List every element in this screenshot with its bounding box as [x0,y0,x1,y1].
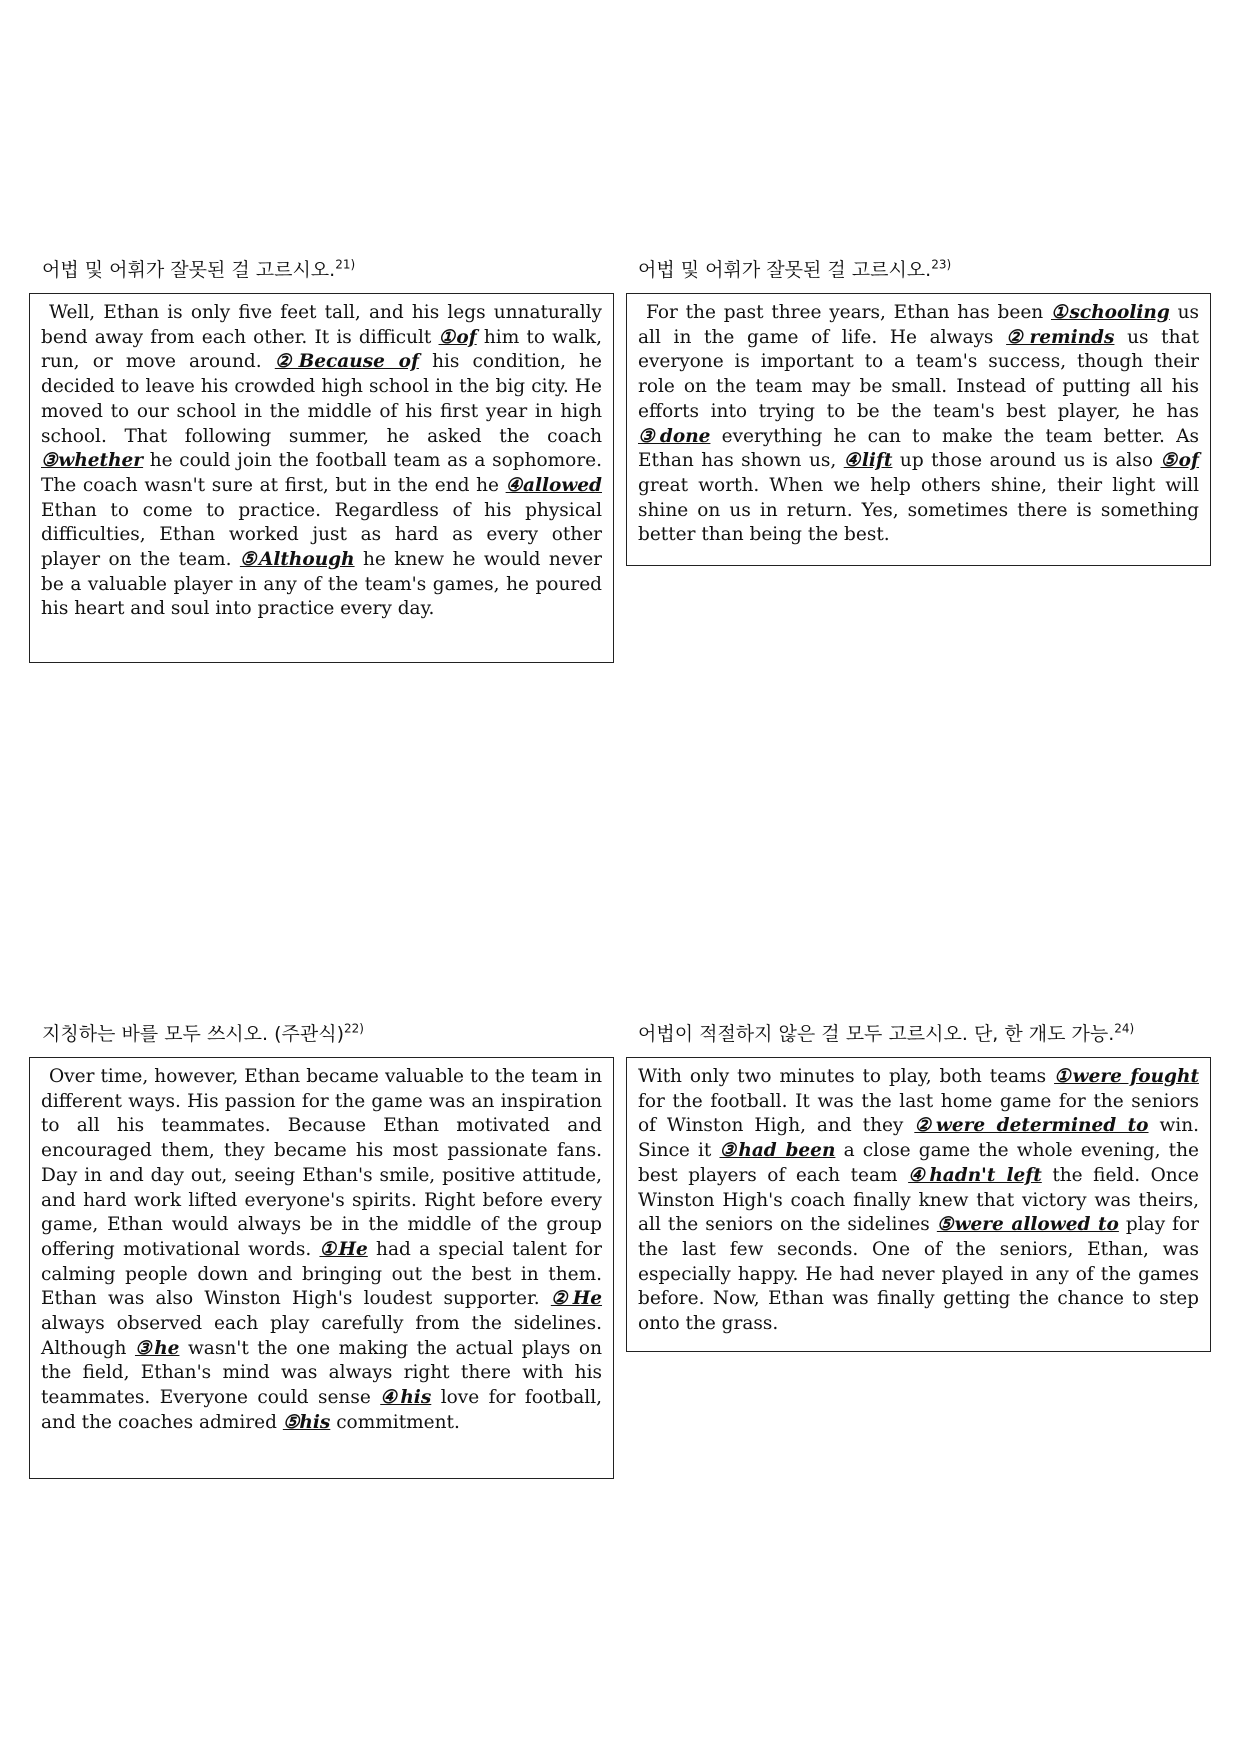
underlined-option-1: ①of [438,326,477,348]
underlined-option-1: ①were fought [1054,1066,1199,1087]
footnote-number: 21) [335,257,356,272]
footnote-number: 23) [931,257,952,272]
underlined-option-5: ⑤were allowed to [936,1214,1119,1236]
question-22-title: 지칭하는 바를 모두 쓰시오. (주관식)$^{22)}$ [42,1021,364,1045]
question-21-title: 어법 및 어휘가 잘못된 걸 고르시오.$^{21)}$ [42,257,356,281]
underlined-option-3: ③whether [41,450,144,472]
underlined-option-5: ⑤Although [239,549,355,571]
underlined-option-2: ②were determined to [914,1115,1149,1137]
footnote-number: 24) [1114,1021,1135,1036]
underlined-option-3: ③done [638,425,711,447]
passage-text: Well, Ethan is only five feet tall, and his legs unnaturally bend away from each other. It is difficult ①of him to walk, run, or move around. ②Because of his condition, he decided to leave his crowded high school in the big city. He moved to our school in the middle of his first year in high school. That following summer, he asked the coach ③whether he could join the football team as a sophomore. The coach wasn't sure at first, but in the end he ④allowed Ethan to come to practice. Regardless of his physical difficulties, Ethan worked just as hard as every other player on the team. ⑤Although he knew he would never be a valuable player in any of the team's games, he poured his heart and soul into practice every day. [41,302,603,620]
underlined-option-5: ⑤of [1160,450,1199,472]
footnote-number: 22) [343,1021,364,1036]
underlined-option-4: ④allowed [505,474,602,496]
underlined-option-3: ③he [134,1337,180,1359]
underlined-option-4: ④his [380,1387,432,1409]
passage-text: Over time, however, Ethan became valuable to the team in different ways. His passion for the game was an inspiration to all his teammates. Because Ethan motivated and encouraged them, they became his most passionate fans. Day in and day out, seeing Ethan's smile, positive attitude, and hard work lifted everyone's spirits. Right before every game, Ethan would always be in the middle of the group offering motivational words. ①He had a special talent for calming people down and bringing out the best in them. Ethan was also Winston High's loudest supporter. ②He always observed each play carefully from the sidelines. Although ③he wasn't the one making the actual plays on the field, Ethan's mind was always right there with his teammates. Everyone could sense ④his love for football, and the coaches admired ⑤his commitment. [41,1066,603,1433]
question-24-title: 어법이 적절하지 않은 걸 모두 고르시오. 단, 한 개도 가능.$^{24)}$ [638,1021,1135,1045]
underlined-option-4: ④lift [843,450,893,472]
underlined-option-2: ②He [550,1288,602,1310]
underlined-option-3: ③had been [719,1140,836,1162]
question-23-title: 어법 및 어휘가 잘못된 걸 고르시오.$^{23)}$ [638,257,952,281]
underlined-option-4: ④hadn't left [908,1164,1042,1186]
question-23-passage [626,293,1211,566]
underlined-option-2: ②Because of [274,351,419,373]
question-21-passage [29,293,614,663]
underlined-option-1: ①He [319,1238,368,1260]
underlined-option-1: ①schooling [1051,302,1170,323]
passage-text: For the past three years, Ethan has been ①schooling us all in the game of life. He always ②reminds us that everyone is important to a team's success, though their role on the team may be small. Instead of putting all his efforts into trying to be the team's best player, he has ③done everything he can to make the team better. As Ethan has shown us, ④lift up those around us is also ⑤of great worth. When we help others shine, their light will shine on us in return. Yes, sometimes there is something better than being the best. [638,302,1199,546]
underlined-option-5: ⑤his [282,1411,331,1433]
underlined-option-2: ②reminds [1006,326,1115,348]
question-22-passage [29,1057,614,1479]
question-24-passage [626,1057,1211,1352]
passage-text: With only two minutes to play, both teams ①were fought for the football. It was the last home game for the seniors of Winston High, and they ②were determined to win. Since it ③had been a close game the whole evening, the best players of each team ④hadn't left the field. Once Winston High's coach finally knew that victory was theirs, all the seniors on the sidelines ⑤were allowed to play for the last few seconds. One of the seniors, Ethan, was especially happy. He had never played in any of the games before. Now, Ethan was finally getting the chance to step onto the grass. [638,1066,1200,1335]
